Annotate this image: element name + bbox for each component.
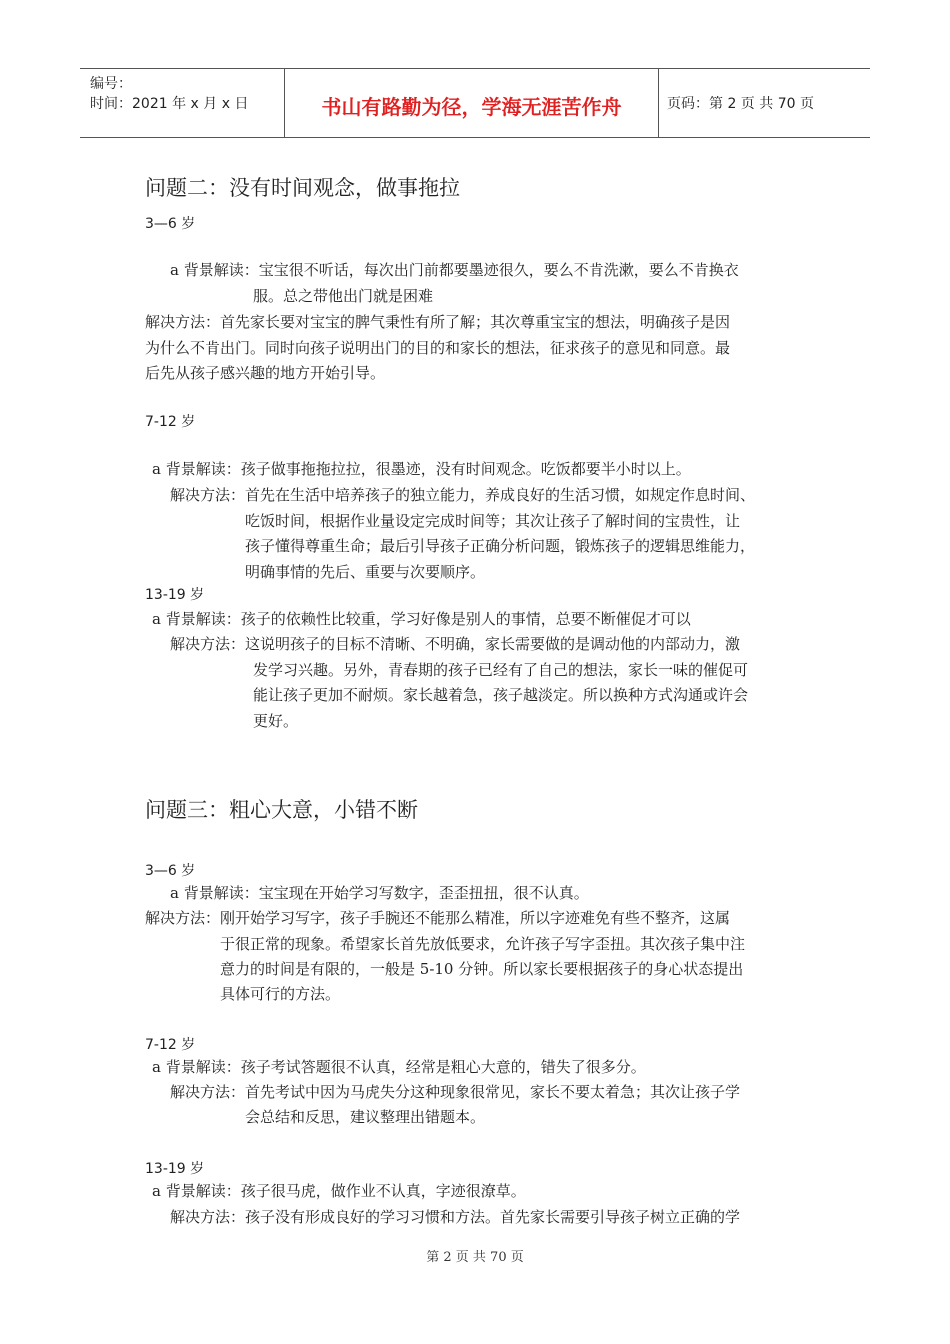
age-group-label: 7-12 岁 <box>145 1037 196 1053</box>
solution-line: 明确事情的先后、重要与次要顺序。 <box>245 563 486 581</box>
solution-line: 解决方法：首先考试中因为马虎失分这种现象很常见，家长不要太着急；其次让孩子学 <box>170 1083 741 1101</box>
solution-line: 解决方法：首先家长要对宝宝的脾气秉性有所了解；其次尊重宝宝的想法，明确孩子是因 <box>145 313 731 331</box>
background-line: a 背景解读：孩子做事拖拖拉拉，很墨迹，没有时间观念。吃饭都要半小时以上。 <box>152 460 691 478</box>
header-page-cell <box>659 69 870 137</box>
solution-line: 于很正常的现象。希望家长首先放低要求，允许孩子写字歪扭。其次孩子集中注 <box>220 935 746 953</box>
background-line: a 背景解读：孩子的依赖性比较重，学习好像是别人的事情，总要不断催促才可以 <box>152 610 691 628</box>
solution-line: 孩子懂得尊重生命；最后引导孩子正确分析问题，锻炼孩子的逻辑思维能力， <box>245 537 756 555</box>
solution-line: 吃饭时间，根据作业量设定完成时间等；其次让孩子了解时间的宝贵性，让 <box>245 512 741 530</box>
section-title: 问题三：粗心大意，小错不断 <box>145 798 418 822</box>
page-header <box>80 68 870 138</box>
background-line: a 背景解读：宝宝很不听话，每次出门前都要墨迹很久，要么不肯洗漱，要么不肯换衣 <box>170 261 739 279</box>
age-group-label: 13-19 岁 <box>145 587 205 603</box>
solution-line: 解决方法：首先在生活中培养孩子的独立能力，养成良好的生活习惯，如规定作息时间、 <box>170 486 756 504</box>
solution-line: 意力的时间是有限的，一般是 5-10 分钟。所以家长要根据孩子的身心状态提出 <box>220 960 744 978</box>
solution-line: 解决方法：这说明孩子的目标不清晰、不明确，家长需要做的是调动他的内部动力，激 <box>170 635 741 653</box>
section-title: 问题二：没有时间观念，做事拖拉 <box>145 176 460 200</box>
solution-line: 会总结和反思，建议整理出错题本。 <box>245 1108 486 1126</box>
header-motto-cell <box>285 69 659 137</box>
solution-line: 后先从孩子感兴趣的地方开始引导。 <box>145 364 386 382</box>
header-page-code: 页码：第 2 页 共 70 页 <box>667 96 814 112</box>
document-date: 时间：2021 年 x 月 x 日 <box>90 96 249 112</box>
header-info-cell <box>80 69 285 137</box>
solution-line: 能让孩子更加不耐烦。家长越着急，孩子越淡定。所以换种方式沟通或许会 <box>253 686 749 704</box>
solution-line: 发学习兴趣。另外，青春期的孩子已经有了自己的想法，家长一味的催促可 <box>253 661 749 679</box>
age-group-label: 3—6 岁 <box>145 216 196 232</box>
age-group-label: 3—6 岁 <box>145 863 196 879</box>
page-footer: 第 2 页 共 70 页 <box>426 1250 524 1265</box>
solution-line: 解决方法：孩子没有形成良好的学习习惯和方法。首先家长需要引导孩子树立正确的学 <box>170 1208 741 1226</box>
background-line: a 背景解读：孩子考试答题很不认真，经常是粗心大意的，错失了很多分。 <box>152 1058 646 1076</box>
background-line: a 背景解读：宝宝现在开始学习写数字，歪歪扭扭，很不认真。 <box>170 884 589 902</box>
background-line: a 背景解读：孩子很马虎，做作业不认真，字迹很潦草。 <box>152 1182 526 1200</box>
solution-line: 为什么不肯出门。同时向孩子说明出门的目的和家长的想法，征求孩子的意见和同意。最 <box>145 339 731 357</box>
age-group-label: 7-12 岁 <box>145 414 196 430</box>
document-number-label: 编号： <box>90 76 132 92</box>
solution-line: 更好。 <box>253 712 299 730</box>
solution-line: 解决方法：刚开始学习写字，孩子手腕还不能那么精准，所以字迹难免有些不整齐，这属 <box>145 909 731 927</box>
age-group-label: 13-19 岁 <box>145 1161 205 1177</box>
solution-line: 具体可行的方法。 <box>220 985 341 1003</box>
background-line: 服。总之带他出门就是困难 <box>253 287 434 305</box>
header-motto: 书山有路勤为径，学海无涯苦作舟 <box>321 95 622 119</box>
